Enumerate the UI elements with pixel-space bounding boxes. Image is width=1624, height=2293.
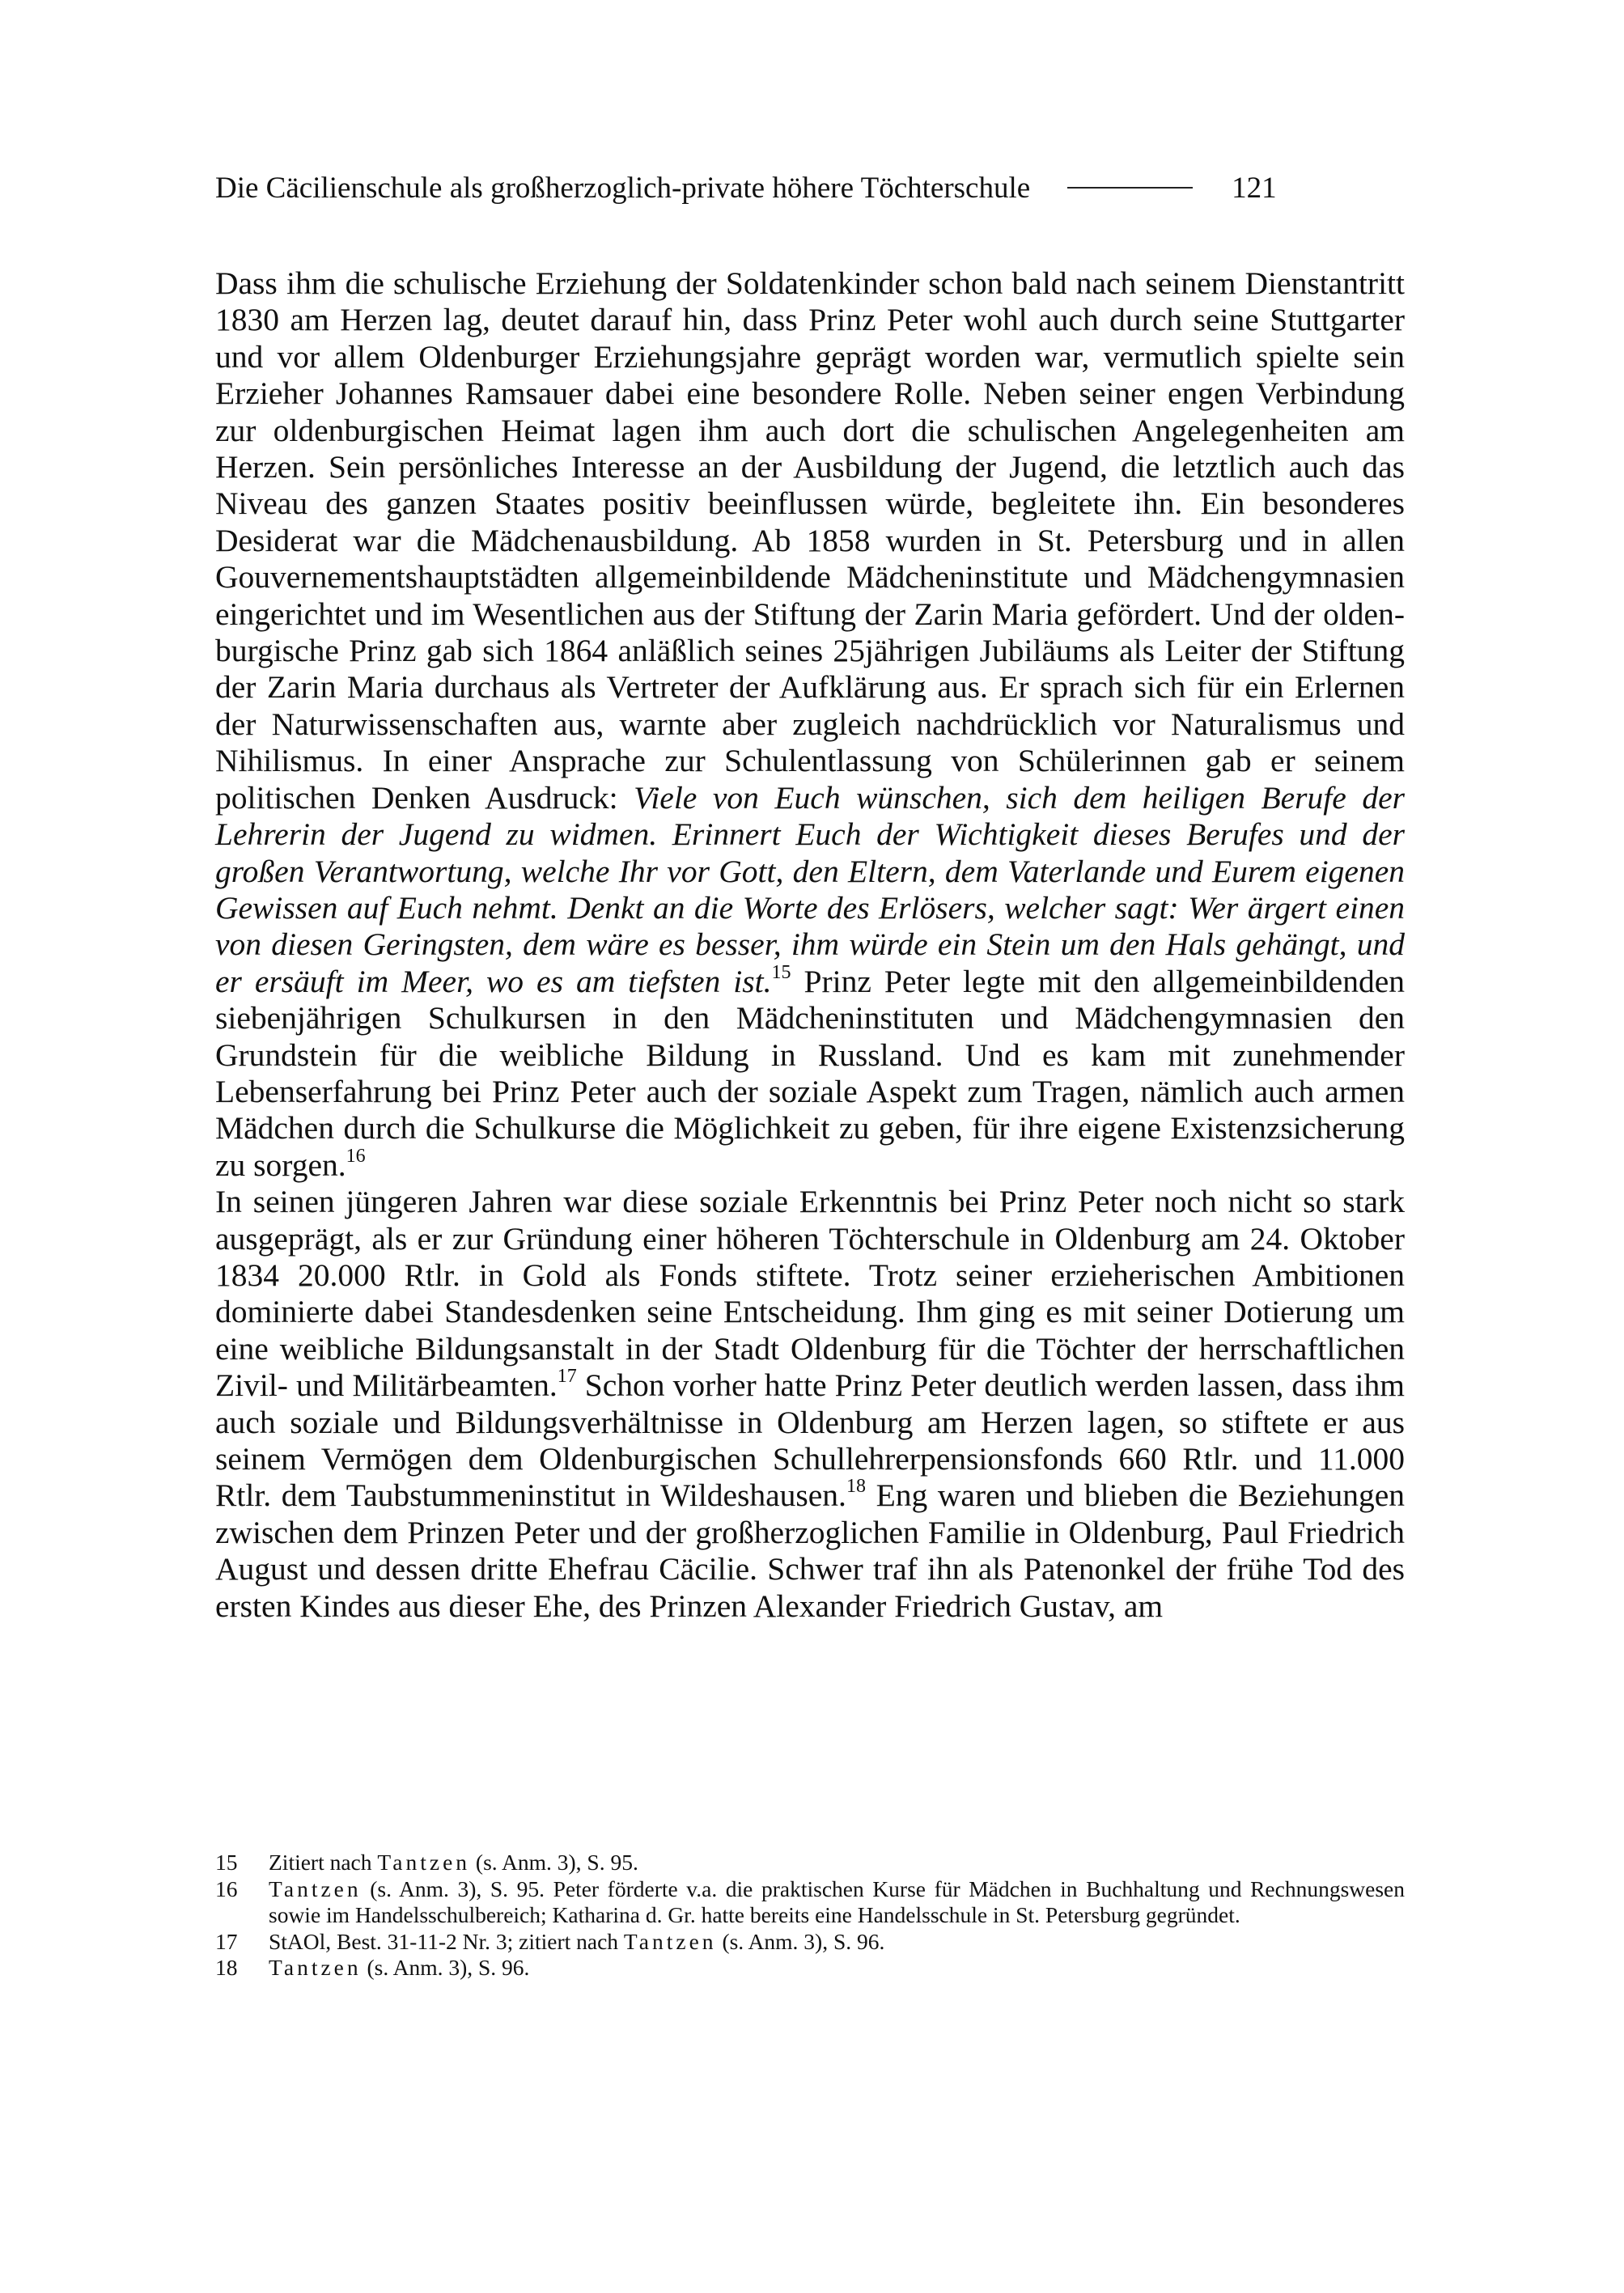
running-head-title: Die Cäcilienschule als großherzoglich-private höhere Töchterschule <box>215 171 1031 205</box>
footnote <box>215 1850 1405 1876</box>
paragraph-2 <box>215 1184 1405 1625</box>
footnote-number: 18 <box>215 1955 238 1980</box>
footnote-author: Tantzen <box>269 1876 362 1901</box>
footnote-ref-17: 17 <box>557 1366 577 1388</box>
footnote-text-part: StAOl, Best. 31-11-2 Nr. 3; zitiert nach <box>269 1928 624 1954</box>
footnote-text-part: (s. Anm. 3), S. 96. <box>716 1928 885 1954</box>
running-head <box>215 165 1405 210</box>
paragraph-2-text-continued: Schon vorher hatte Prinz Peter deutlich werden lassen, dass ihm auch soziale und Bildungsverhältnisse in Oldenburg am Herzen lagen, so stiftete er aus seinem Vermögen dem Oldenburgischen Schullehrerpensionsfonds 660 Rtlr. und 11.000 Rtlr. dem Taubstummeninstitut in Wildeshausen. <box>215 1367 1405 1514</box>
paragraph-2-text-end: Eng waren und blieben die Beziehungen zwischen dem Prinzen Peter und der großherzoglichen Familie in Oldenburg, Paul Friedrich August und dessen dritte Ehefrau Cäcilie. Schwer traf ihn als Patenonkel der frühe Tod des ersten Kindes aus dieser Ehe, des Prinzen Alexander Friedrich Gustav, am <box>215 1477 1405 1624</box>
footnote-text <box>269 1955 1405 1981</box>
paragraph-1-text: Dass ihm die schulische Erziehung der Soldatenkinder schon bald nach seinem Dienstantritt 1830 am Herzen lag, deutet darauf hin, dass Prinz Peter wohl auch durch seine Stuttgarter und vor allem Oldenburger Erziehungsjahre geprägt worden war, vermutlich spielte sein Erzieher Johannes Ramsauer dabei eine besondere Rolle. Neben seiner engen Verbindung zur oldenburgischen Heimat lagen ihm auch dort die schulischen Angelegenheiten am Herzen. Sein persönliches Interesse an der Ausbildung der Jugend, die letztlich auch das Niveau des ganzen Staates positiv beeinflussen würde, begleitete ihn. Ein besonderes Desiderat war die Mädchenausbildung. Ab 1858 wurden in St. Petersburg und in allen Gouvernementshauptstädten allgemeinbildende Mädcheninstitute und Mädchengymnasien eingerichtet und im Wesentlichen aus der Stiftung der Zarin Maria gefördert. Und der oldenburgische Prinz gab sich 1864 anläßlich seines 25jährigen Jubiläums als Leiter der Stiftung der Zarin Maria durchaus als Vertreter der Aufklärung aus. Er sprach sich für ein Erlernen der Naturwissenschaften aus, warnte aber zugleich nachdrücklich vor Naturalismus und Nihilismus. In einer Ansprache zur Schulentlassung von Schülerinnen gab er seinem politischen Denken Ausdruck: <box>215 265 1405 816</box>
footnote <box>215 1929 1405 1956</box>
footnote <box>215 1876 1405 1929</box>
body-text <box>215 265 1405 1625</box>
footnote-ref-15: 15 <box>771 961 791 983</box>
footnote-ref-16: 16 <box>346 1145 366 1167</box>
footnote-author: Tantzen <box>377 1850 471 1875</box>
footnote-author: Tantzen <box>623 1928 717 1954</box>
footnote-text-part: (s. Anm. 3), S. 96. <box>361 1955 530 1980</box>
footnotes <box>215 1850 1405 1981</box>
paragraph-2-text: In seinen jüngeren Jahren war diese soziale Erkenntnis bei Prinz Peter noch nicht so stark ausgeprägt, als er zur Gründung einer höheren Töchterschule in Oldenburg am 24. Oktober 1834 20.000 Rtlr. in Gold als Fonds stiftete. Trotz seiner erzieherischen Ambitionen dominierte dabei Standesdenken seine Entscheidung. Ihm ging es mit seiner Dotierung um eine weibliche Bildungsanstalt in der Stadt Oldenburg für die Töchter der herrschaftlichen Zivil- und Militärbeamten. <box>215 1184 1405 1404</box>
footnote-ref-18: 18 <box>846 1476 866 1498</box>
quotation: Viele von Euch wünschen, sich dem heiligen Berufe der Lehrerin der Jugend zu widmen. Erinnert Euch der Wichtigkeit dieses Berufes und der großen Verantwortung, welche Ihr vor Gott, den Eltern, dem Vaterlande und Eurem eigenen Gewissen auf Euch nehmt. Denkt an die Worte des Erlösers, welcher sagt: Wer ärgert einen von diesen Geringsten, dem wäre es besser, ihm würde ein Stein um den Hals gehängt, und er ersäuft im Meer, wo es am tiefsten ist. <box>215 779 1405 999</box>
footnote-author: Tantzen <box>269 1955 362 1980</box>
footnote-number: 17 <box>215 1928 238 1954</box>
page-number: 121 <box>1232 171 1277 205</box>
footnote-text <box>269 1929 1405 1956</box>
footnote-text-part: Zitiert nach <box>269 1850 378 1875</box>
footnote-number: 16 <box>215 1876 238 1901</box>
footnote-text-part: (s. Anm. 3), S. 95. <box>470 1850 638 1875</box>
paragraph-1 <box>215 265 1405 1184</box>
footnote <box>215 1955 1405 1981</box>
footnote-number: 15 <box>215 1850 238 1875</box>
footnote-text <box>269 1876 1405 1929</box>
footnote-text-part: (s. Anm. 3), S. 95. Peter förderte v.a. die praktischen Kurse für Mädchen in Buchhaltung und Rechnungswesen sowie im Handelsschulbereich; Katharina d. Gr. hatte bereits eine Handelsschule in St. Petersburg gegründet. <box>269 1876 1405 1927</box>
footnote-text <box>269 1850 1405 1876</box>
running-head-rule <box>1067 187 1193 189</box>
paragraph-1-text-continued: Prinz Peter legte mit den allgemeinbildenden siebenjährigen Schulkursen in den Mädcheninstituten und Mädchengymnasien den Grundstein für die weibliche Bildung in Russland. Und es kam mit zunehmender Lebenserfahrung bei Prinz Peter auch der soziale Aspekt zum Tragen, nämlich auch armen Mädchen durch die Schulkurse die Möglichkeit zu geben, für ihre eigene Existenzsicherung zu sorgen. <box>215 963 1405 1183</box>
